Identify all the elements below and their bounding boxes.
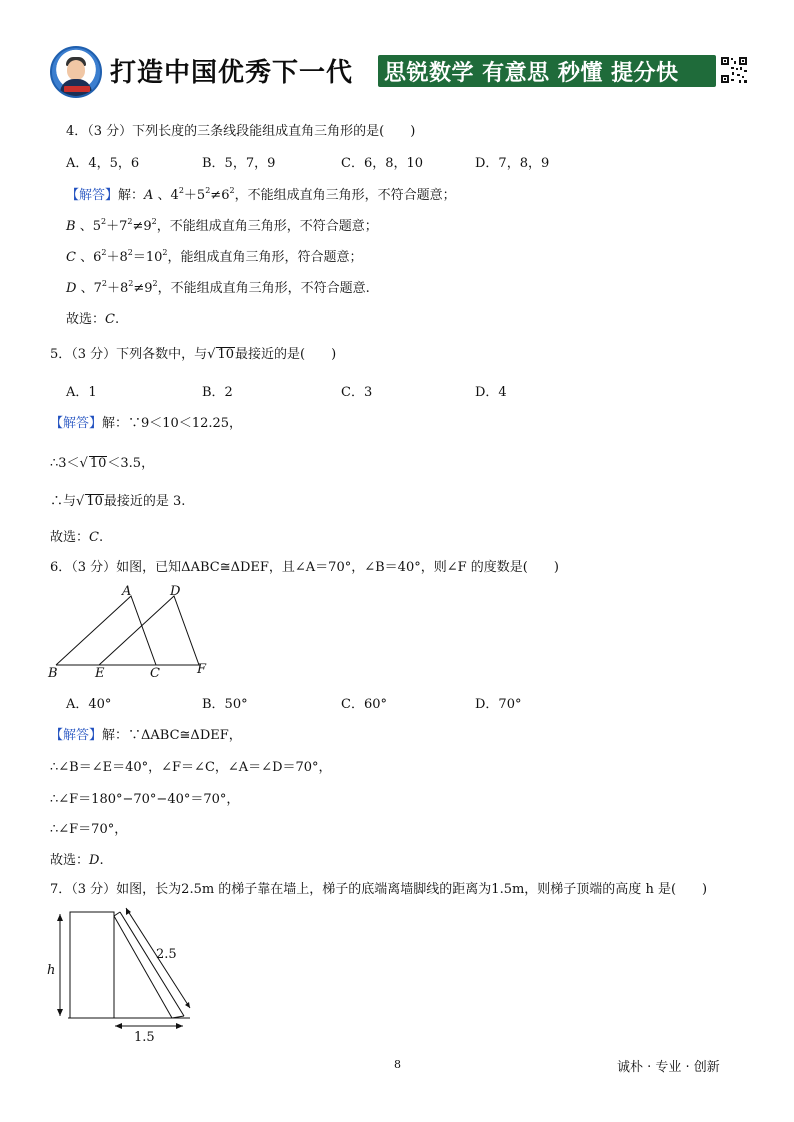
wall (70, 912, 114, 1018)
triangle-def (99, 596, 199, 665)
header-slogan-right: 思锐数学 有意思 秒懂 提分快 (384, 61, 679, 86)
q4-option-a: A．4，5，6 (66, 156, 140, 171)
brand-logo (50, 46, 102, 98)
ladder-rail-right (120, 912, 184, 1016)
q5-option-d: D．4 (475, 385, 507, 400)
q6-stem: 6．（3 分）如图，已知ΔABC≅ΔDEF，且∠A＝70°，∠B＝40°，则∠F 的度数是( ) (50, 560, 559, 575)
header-slogan-left: 打造中国优秀下一代 (110, 58, 354, 88)
label-a: A (122, 584, 132, 599)
q6-choice: 故选：D. (50, 853, 104, 868)
label-d: D (170, 584, 181, 599)
q5-option-a: A．1 (66, 385, 97, 400)
q6-triangles-figure (44, 582, 220, 682)
q6-answer-line-4: ∴∠F＝70°， (50, 822, 128, 837)
q4-answer-line-d: D 、$7^2+8^2\ne 9^2$，不能组成直角三角形，不符合题意. (66, 279, 370, 296)
label-c: C (150, 666, 160, 681)
q4-option-b: B．5，7，9 (202, 156, 276, 171)
q6-option-c: C．60° (341, 697, 387, 712)
logo-badge (64, 86, 90, 92)
q6-option-a: A．40° (66, 697, 112, 712)
q4-option-d: D．7，8，9 (475, 156, 550, 171)
q7-stem: 7．（3 分）如图，长为2.5m 的梯子靠在墙上，梯子的底端离墙脚线的距离为1.5m，则梯子顶端的高度 h 是( ) (50, 882, 708, 897)
label-h: h (47, 963, 56, 978)
label-f: F (197, 662, 207, 677)
q6-option-d: D．70° (475, 697, 522, 712)
label-b: B (48, 666, 58, 681)
q4-stem: 4．（3 分）下列长度的三条线段能组成直角三角形的是( ) (66, 124, 416, 139)
q5-choice: 故选：C. (50, 530, 104, 545)
q6-option-b: B．50° (202, 697, 248, 712)
q4-answer-line-b: B 、$5^2+7^2\ne 9^2$，不能组成直角三角形，不符合题意； (66, 217, 378, 234)
label-ladder-length: 2.5 (156, 947, 177, 962)
answer-label: 【解答】 (50, 416, 103, 431)
q6-answer-line-1: 【解答】解：∵ΔABC≅ΔDEF， (50, 728, 242, 743)
q4-option-c: C．6，8，10 (341, 156, 424, 171)
q6-answer-line-3: ∴∠F＝180°−70°−40°＝70°， (50, 792, 240, 807)
q5-option-c: C．3 (341, 385, 373, 400)
label-e: E (95, 666, 105, 681)
q4-answer-line-c: C 、$6^2+8^2=10^2$，能组成直角三角形，符合题意； (66, 248, 363, 265)
q5-answer-line-2: ∴3＜√ 10＜3.5， (50, 456, 155, 471)
footer-motto: 诚朴 · 专业 · 创新 (617, 1060, 720, 1075)
answer-label: 【解答】 (50, 728, 103, 743)
qr-code-icon (720, 56, 748, 84)
page-number: 8 (394, 1058, 401, 1071)
q5-stem: 5．（3 分）下列各数中，与√ 10最接近的是( ) (50, 347, 337, 362)
label-base-distance: 1.5 (134, 1030, 155, 1045)
q4-choice: 故选：C. (66, 312, 120, 327)
triangle-abc (56, 596, 156, 665)
q5-answer-line-3: ∴与√ 10最接近的是 3. (50, 494, 186, 509)
q7-ladder-figure (40, 904, 200, 1046)
q6-answer-line-2: ∴∠B＝∠E＝40°，∠F＝∠C，∠A＝∠D＝70°， (50, 760, 332, 775)
q5-answer-line-1: 【解答】解：∵9＜10＜12.25， (50, 416, 243, 431)
q5-option-b: B．2 (202, 385, 233, 400)
q4-answer-line-a: 【解答】解：A 、$4^2+5^2\ne 6^2$，不能组成直角三角形，不符合题意； (66, 186, 456, 203)
answer-label: 【解答】 (66, 188, 119, 203)
